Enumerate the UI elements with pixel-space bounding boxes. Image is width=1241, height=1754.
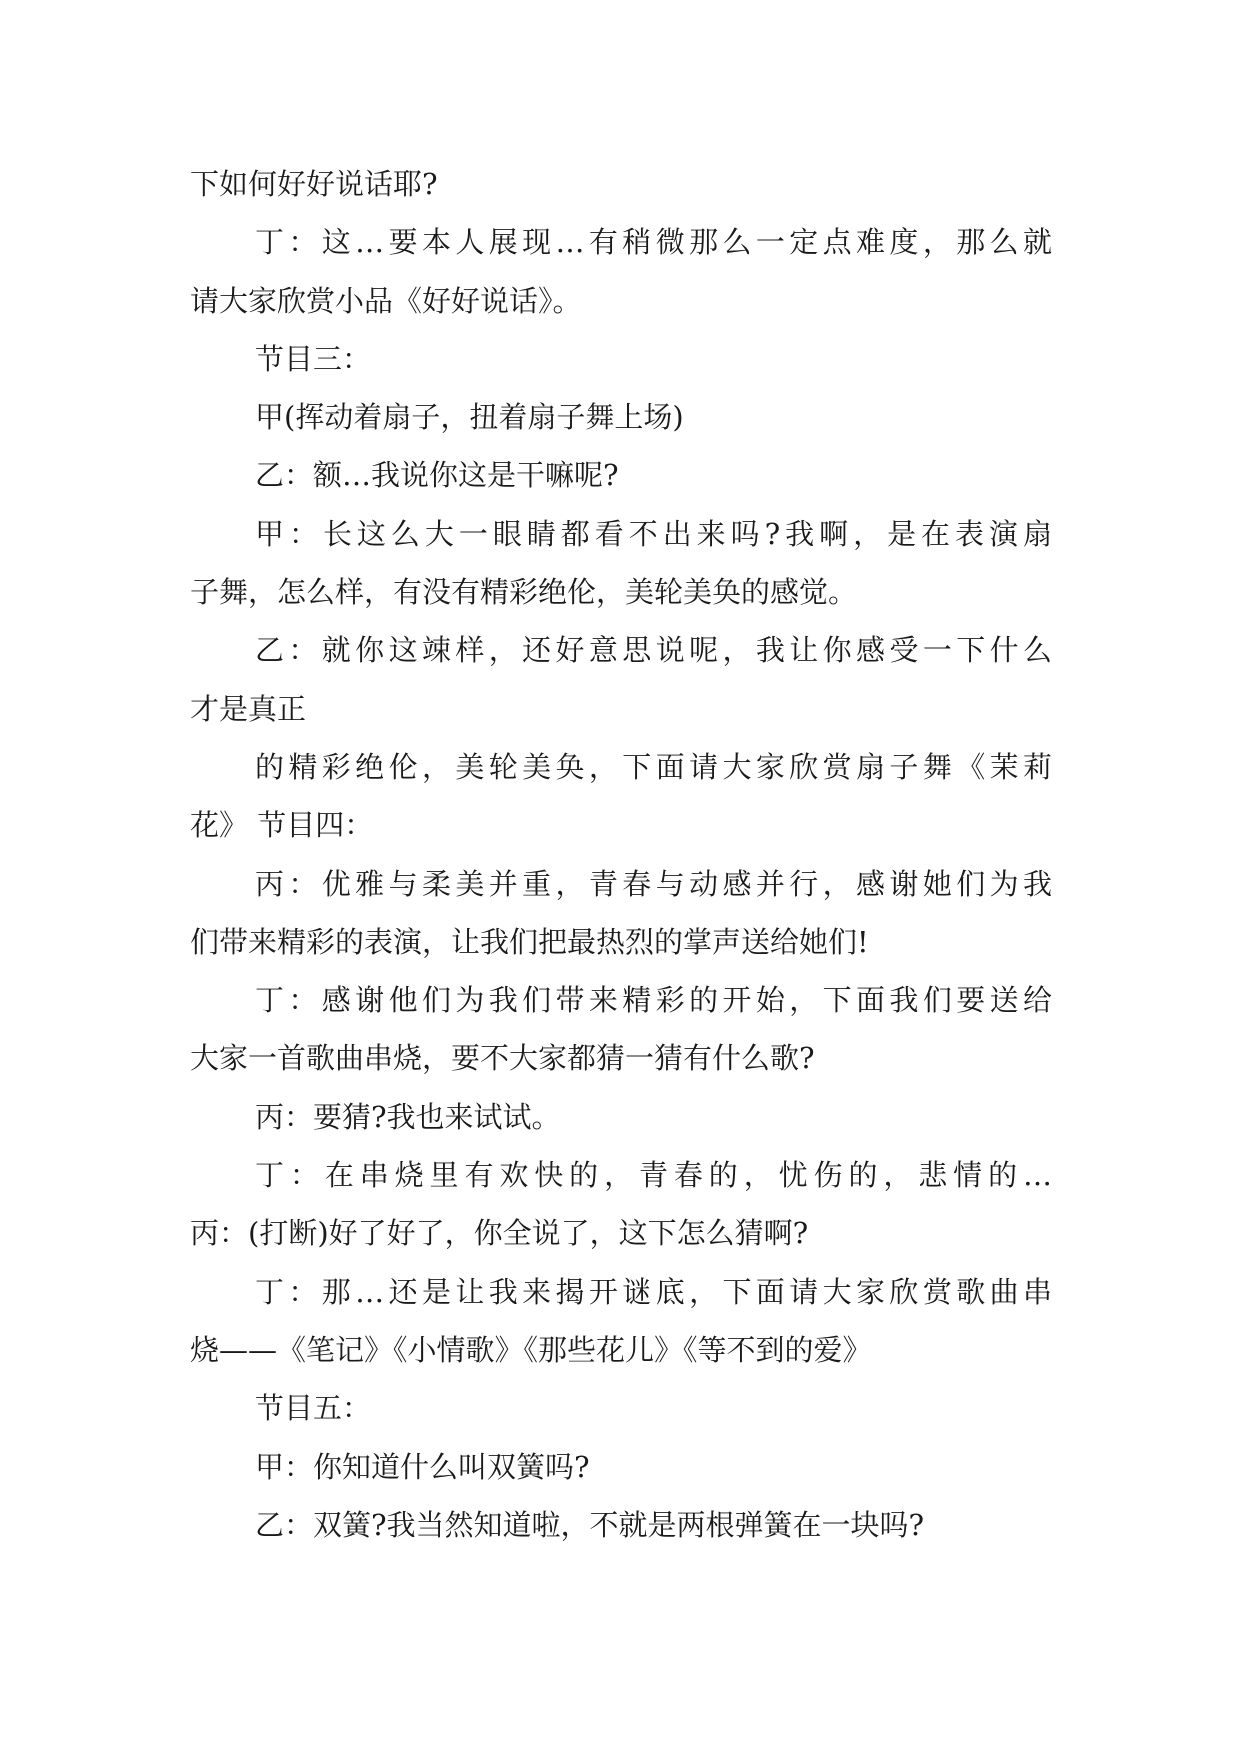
text-line: 丁：那…还是让我来揭开谜底，下面请大家欣赏歌曲串 [255, 1274, 1052, 1309]
section-heading: 节目五： [255, 1391, 372, 1426]
text-line: 子舞，怎么样，有没有精彩绝伦，美轮美奂的感觉。 [190, 575, 858, 610]
text-line: 丁：在串烧里有欢快的，青春的，忧伤的，悲情的… [255, 1158, 1052, 1193]
text-line: 丙：优雅与柔美并重，青春与动感并行，感谢她们为我 [255, 866, 1052, 901]
text-line: 甲：长这么大一眼睛都看不出来吗?我啊，是在表演扇 [255, 516, 1052, 551]
text-line: 乙：额…我说你这是干嘛呢? [255, 458, 619, 493]
text-line: 们带来精彩的表演，让我们把最热烈的掌声送给她们! [190, 924, 869, 959]
text-line: 请大家欣赏小品《好好说话》。 [190, 283, 582, 318]
text-line: 才是真正 [190, 691, 307, 726]
text-line: 花》 节目四： [190, 808, 374, 843]
text-line: 丙：要猜?我也来试试。 [255, 1099, 561, 1134]
section-heading: 节目三： [255, 341, 372, 376]
text-line: 乙：就你这竦样，还好意思说呢，我让你感受一下什么 [255, 633, 1052, 668]
text-line: 乙：双簧?我当然知道啦，不就是两根弹簧在一块吗? [255, 1507, 925, 1542]
text-line: 丁：这…要本人展现…有稍微那么一定点难度，那么就 [255, 225, 1052, 260]
text-line: 下如何好好说话耶? [190, 167, 438, 201]
text-line: 大家一首歌曲串烧，要不大家都猜一猜有什么歌? [190, 1041, 815, 1076]
text-line: 甲：你知道什么叫双簧吗? [255, 1449, 590, 1484]
text-line: 甲(挥动着扇子，扭着扇子舞上场) [255, 400, 684, 435]
text-line: 的精彩绝伦，美轮美奂，下面请大家欣赏扇子舞《茉莉 [255, 749, 1052, 784]
text-line: 烧——《笔记》《小情歌》《那些花儿》《等不到的爱》 [190, 1332, 872, 1367]
document-body [190, 155, 1052, 1554]
text-line: 丁：感谢他们为我们带来精彩的开始，下面我们要送给 [255, 983, 1052, 1018]
text-line: 丙：(打断)好了好了，你全说了，这下怎么猜啊? [190, 1216, 809, 1251]
